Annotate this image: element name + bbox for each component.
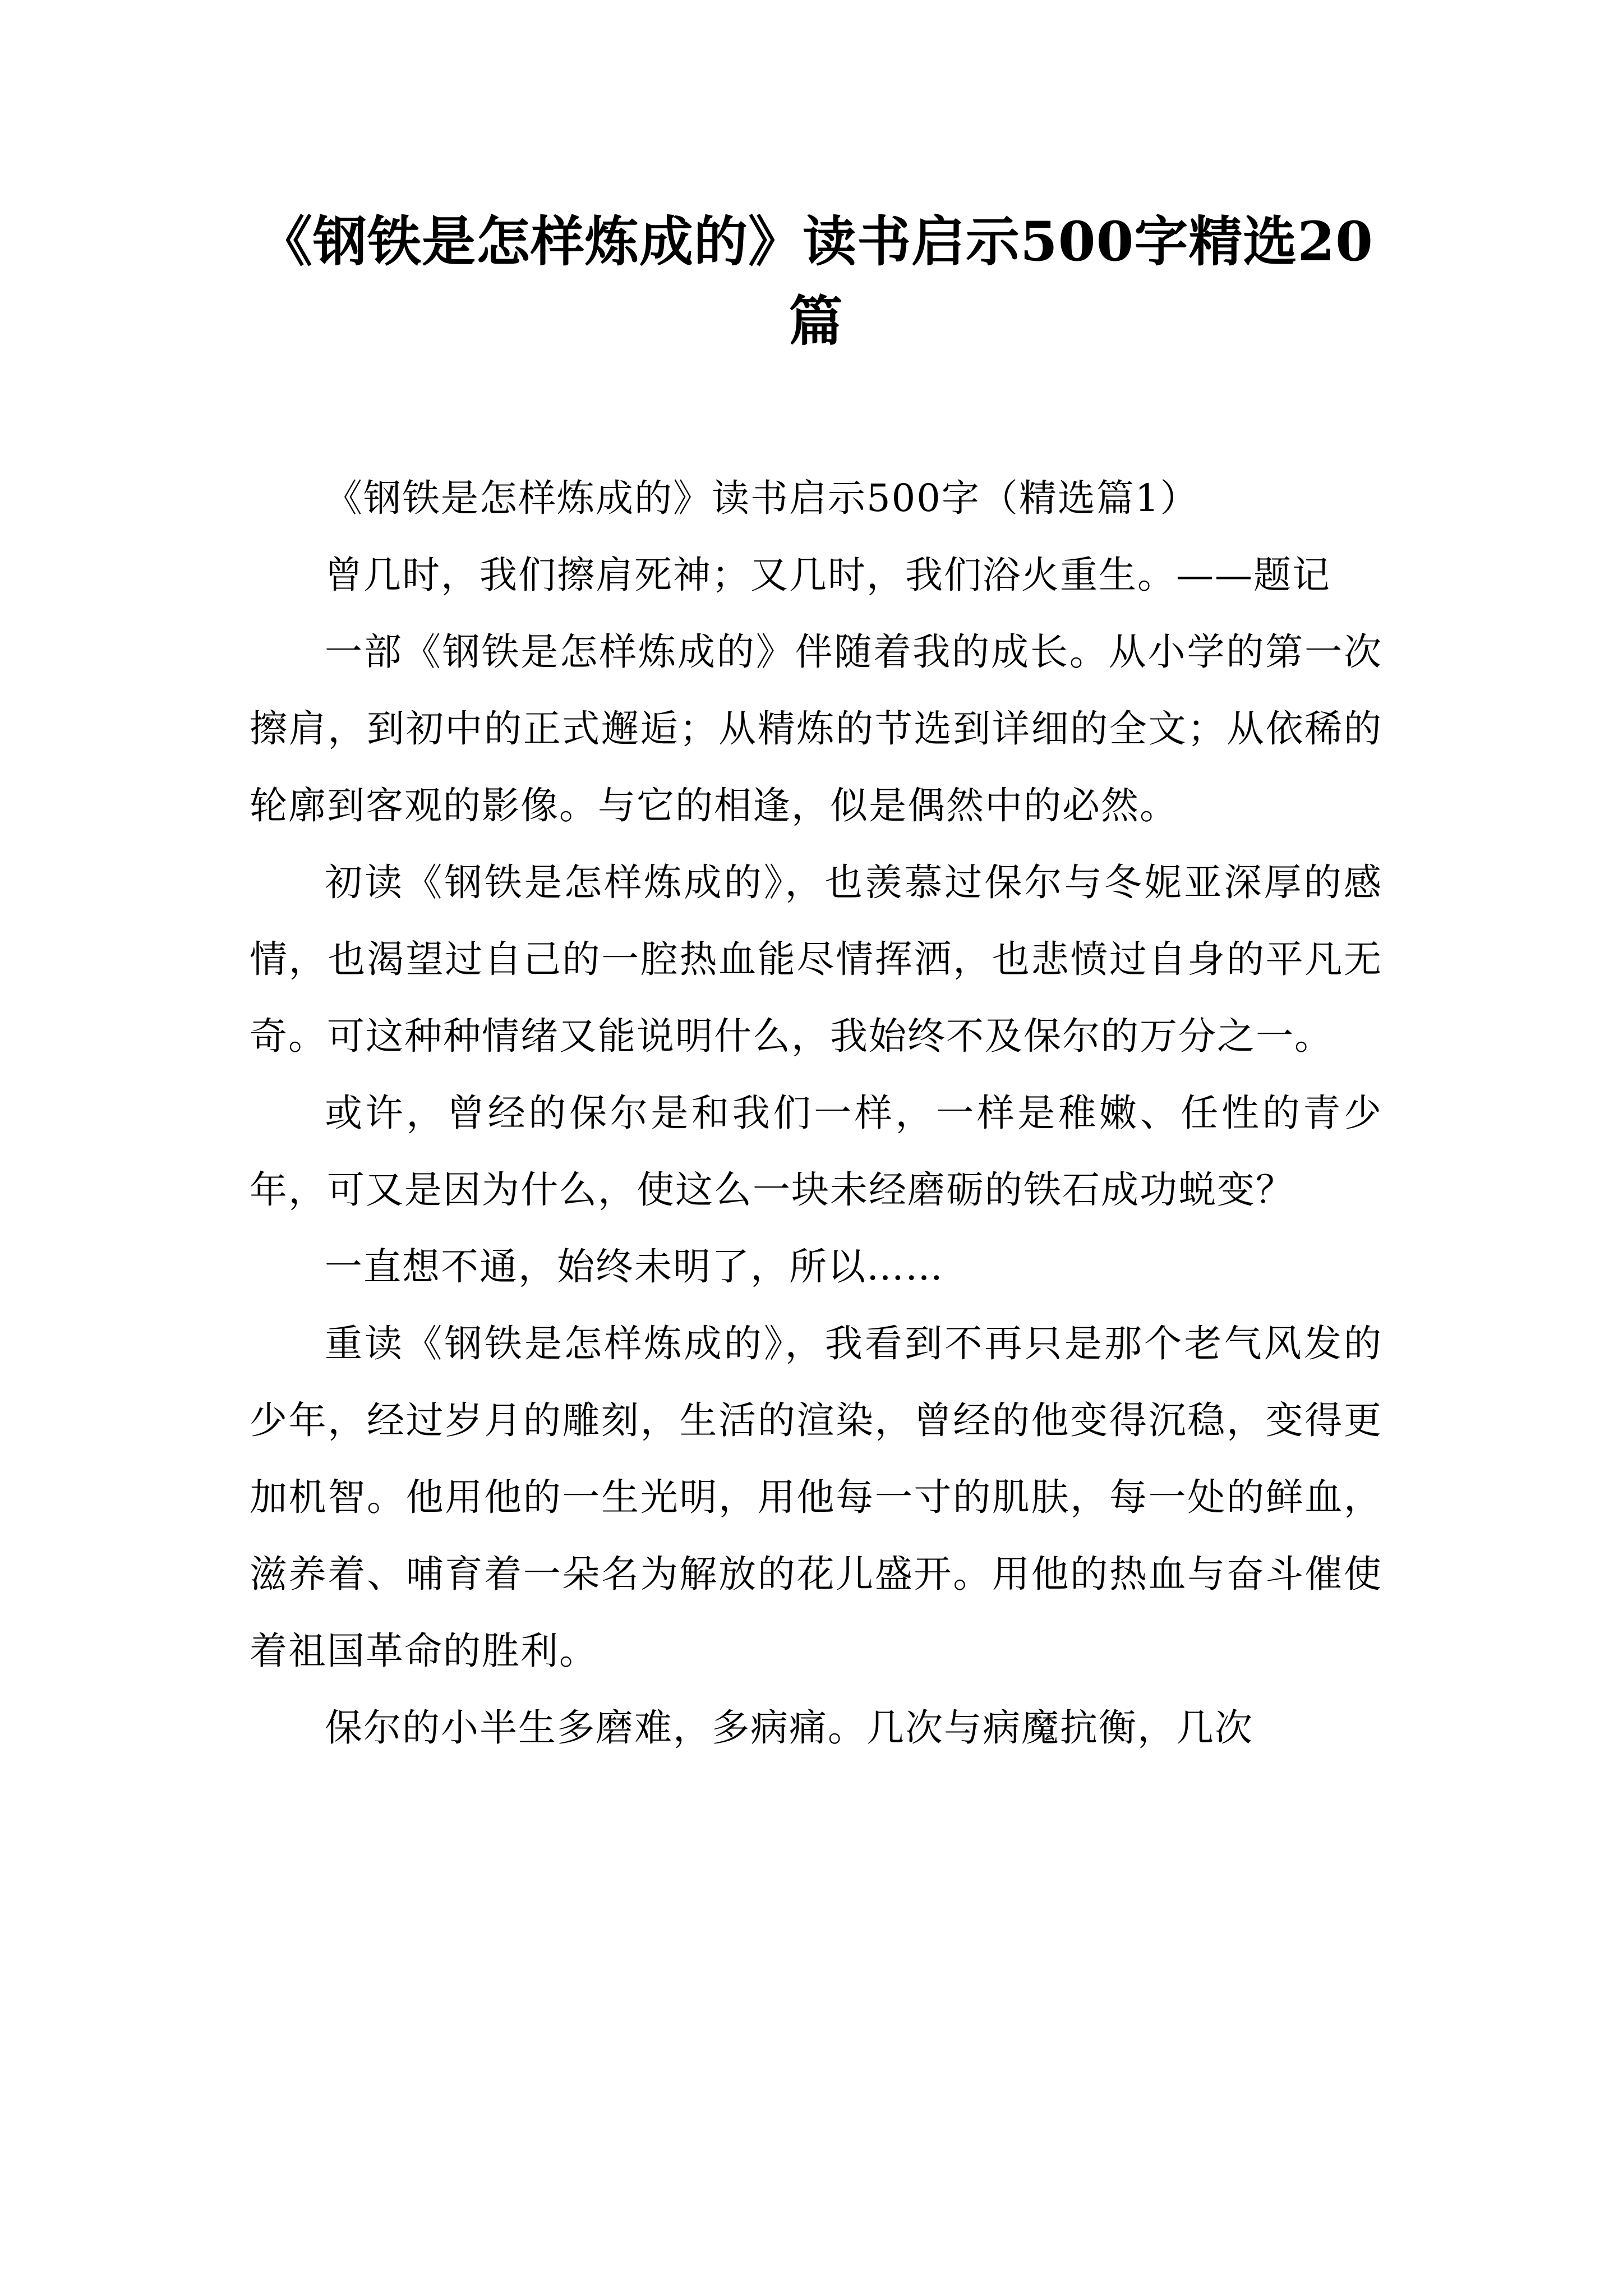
body-paragraph: 初读《钢铁是怎样炼成的》，也羡慕过保尔与冬妮亚深厚的感情，也渴望过自己的一腔热血能尽情挥洒，也悲愤过自身的平凡无奇。可这种种情绪又能说明什么，我始终不及保尔的万分之一。: [250, 861, 1382, 1058]
body-paragraph: 保尔的小半生多磨难，多病痛。几次与病魔抗衡，几次: [325, 1706, 1253, 1750]
body-paragraph: 一部《钢铁是怎样炼成的》伴随着我的成长。从小学的第一次擦肩，到初中的正式邂逅；从精炼的节选到详细的全文；从依稀的轮廓到客观的影像。与它的相逢，似是偶然中的必然。: [250, 630, 1382, 827]
subtitle-paragraph: 《钢铁是怎样炼成的》读书启示500字（精选篇1）: [325, 476, 1199, 520]
body-paragraph: 或许，曾经的保尔是和我们一样，一样是稚嫩、任性的青少年，可又是因为什么，使这么一块未经磨砺的铁石成功蜕变？: [250, 1091, 1382, 1212]
document-title: 《钢铁是怎样炼成的》读书启示500字精选20篇: [259, 210, 1373, 353]
epigraph-paragraph: 曾几时，我们擦肩死神；又几时，我们浴火重生。——题记: [325, 553, 1331, 597]
body-paragraph: 一直想不通，始终未明了，所以……: [325, 1245, 944, 1289]
body-paragraph: 重读《钢铁是怎样炼成的》，我看到不再只是那个老气风发的少年，经过岁月的雕刻，生活的渲染，曾经的他变得沉稳，变得更加机智。他用他的一生光明，用他每一寸的肌肤，每一处的鲜血，滋养着、哺育着一朵名为解放的花儿盛开。用他的热血与奋斗催使着祖国革命的胜利。: [250, 1322, 1382, 1673]
document-body: [250, 460, 1382, 1766]
